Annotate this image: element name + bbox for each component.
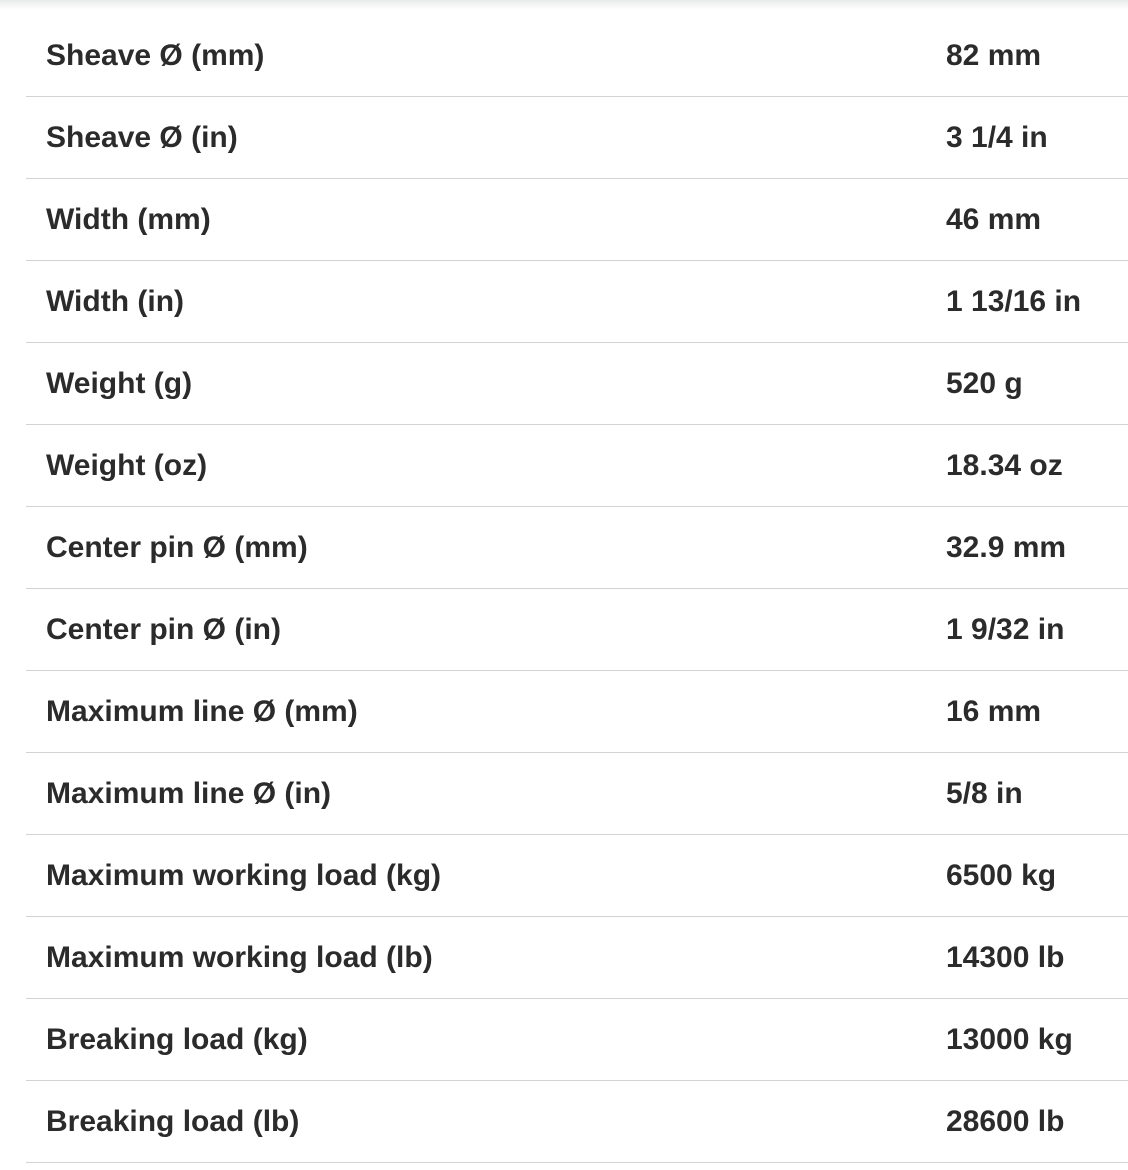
spec-value: 520 g: [946, 367, 1023, 400]
spec-row: [26, 999, 1128, 1081]
spec-label: Sheave Ø (mm): [46, 39, 265, 72]
spec-row: [26, 15, 1128, 97]
spec-value: 82 mm: [946, 39, 1042, 72]
spec-table: [26, 15, 1128, 1163]
spec-row: [26, 835, 1128, 917]
spec-label: Center pin Ø (in): [46, 613, 281, 646]
spec-value: 5/8 in: [946, 777, 1023, 810]
spec-row: [26, 507, 1128, 589]
spec-value: 18.34 oz: [946, 449, 1063, 482]
spec-label: Sheave Ø (in): [46, 121, 238, 154]
spec-row: [26, 917, 1128, 999]
spec-value: 1 13/16 in: [946, 285, 1082, 318]
spec-value: 1 9/32 in: [946, 613, 1065, 646]
spec-value: 46 mm: [946, 203, 1042, 236]
spec-label: Width (in): [46, 285, 185, 318]
spec-row: [26, 425, 1128, 507]
spec-value: 16 mm: [946, 695, 1042, 728]
spec-label: Maximum working load (kg): [46, 859, 442, 892]
spec-label: Breaking load (lb): [46, 1105, 300, 1138]
spec-value: 28600 lb: [946, 1105, 1065, 1138]
spec-row: [26, 97, 1128, 179]
spec-value: 6500 kg: [946, 859, 1057, 892]
header-shadow: [0, 0, 1128, 10]
spec-row: [26, 179, 1128, 261]
spec-row: [26, 753, 1128, 835]
spec-row: [26, 671, 1128, 753]
spec-label: Weight (oz): [46, 449, 208, 482]
spec-label: Weight (g): [46, 367, 193, 400]
spec-row: [26, 1081, 1128, 1163]
spec-value: 13000 kg: [946, 1023, 1073, 1056]
spec-label: Maximum line Ø (in): [46, 777, 332, 810]
spec-label: Maximum line Ø (mm): [46, 695, 358, 728]
spec-label: Width (mm): [46, 203, 211, 236]
spec-label: Maximum working load (lb): [46, 941, 433, 974]
spec-value: 14300 lb: [946, 941, 1065, 974]
spec-value: 32.9 mm: [946, 531, 1067, 564]
spec-label: Breaking load (kg): [46, 1023, 308, 1056]
spec-row: [26, 261, 1128, 343]
spec-row: [26, 589, 1128, 671]
spec-row: [26, 343, 1128, 425]
spec-label: Center pin Ø (mm): [46, 531, 308, 564]
spec-value: 3 1/4 in: [946, 121, 1048, 154]
